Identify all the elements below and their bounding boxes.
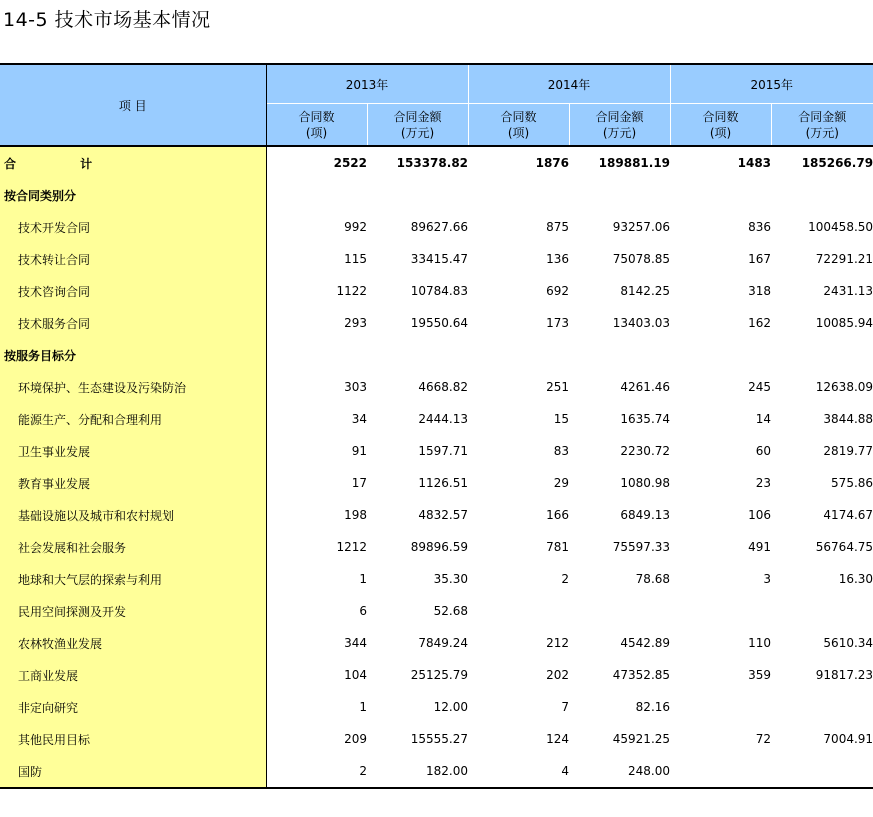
contract-count-cell: 836 (748, 220, 772, 234)
contract-amount-cell: 7849.24 (418, 636, 469, 650)
row-label: 非定向研究 (0, 691, 266, 723)
group-row (0, 339, 873, 371)
contract-amount-cell: 75078.85 (612, 252, 671, 266)
contract-count-cell: 1 (359, 572, 367, 586)
header-year-2015: 2015年 (670, 64, 873, 104)
contract-count-cell: 293 (344, 316, 367, 330)
contract-amount-cell: 45921.25 (612, 732, 671, 746)
contract-amount-cell: 78.68 (635, 572, 671, 586)
contract-amount-cell: 12.00 (433, 700, 469, 714)
table-row (0, 211, 873, 243)
contract-amount-cell: 4542.89 (620, 636, 671, 650)
contract-count-cell: 1212 (336, 540, 367, 554)
contract-count-cell: 34 (351, 412, 367, 426)
row-label: 按服务目标分 (0, 339, 266, 371)
header-year-2013: 2013年 (266, 64, 468, 104)
contract-amount-cell: 25125.79 (410, 668, 469, 682)
table-row (0, 723, 873, 755)
contract-count-cell: 91 (351, 444, 367, 458)
table-row (0, 755, 873, 788)
contract-count-cell: 173 (546, 316, 570, 330)
contract-amount-cell: 100458.50 (808, 220, 873, 234)
contract-count-cell (670, 179, 771, 211)
table-row (0, 627, 873, 659)
contract-count-cell (468, 339, 569, 371)
row-label: 其他民用目标 (0, 723, 266, 755)
table-row (0, 531, 873, 563)
row-label: 按合同类别分 (0, 179, 266, 211)
contract-amount-cell (367, 339, 468, 371)
contract-count-cell: 212 (546, 636, 570, 650)
header-contract-count: 合同数 (项) (670, 104, 771, 146)
table-row (0, 243, 873, 275)
row-label: 技术咨询合同 (0, 275, 266, 307)
contract-amount-cell (367, 179, 468, 211)
contract-count-cell: 992 (344, 220, 367, 234)
contract-count-cell: 491 (748, 540, 772, 554)
contract-amount-cell: 4668.82 (418, 380, 469, 394)
contract-amount-cell: 89896.59 (410, 540, 469, 554)
table-row (0, 467, 873, 499)
table-row (0, 499, 873, 531)
contract-count-cell: 1876 (535, 156, 570, 170)
contract-count-cell: 359 (748, 668, 772, 682)
contract-amount-cell: 3844.88 (823, 412, 873, 426)
contract-count-cell: 1122 (336, 284, 367, 298)
row-label: 地球和大气层的探索与利用 (0, 563, 266, 595)
contract-amount-cell: 575.86 (831, 476, 873, 490)
row-label: 技术转让合同 (0, 243, 266, 275)
row-label: 国防 (0, 755, 266, 788)
contract-amount-cell: 4261.46 (620, 380, 671, 394)
contract-amount-cell: 13403.03 (612, 316, 671, 330)
contract-count-cell: 202 (546, 668, 570, 682)
contract-count-cell: 1483 (737, 156, 772, 170)
contract-count-cell (266, 339, 367, 371)
contract-amount-cell: 72291.21 (815, 252, 873, 266)
row-label: 环境保护、生态建设及污染防治 (0, 371, 266, 403)
table-row (0, 371, 873, 403)
contract-count-cell: 344 (344, 636, 367, 650)
contract-count-cell: 318 (748, 284, 772, 298)
contract-amount-cell: 1080.98 (620, 476, 671, 490)
contract-amount-cell: 93257.06 (612, 220, 671, 234)
contract-count-cell: 104 (344, 668, 367, 682)
table-row (0, 595, 873, 627)
table-row (0, 435, 873, 467)
contract-count-cell (266, 179, 367, 211)
row-label: 卫生事业发展 (0, 435, 266, 467)
contract-count-cell: 23 (755, 476, 772, 490)
header-contract-count: 合同数 (项) (468, 104, 569, 146)
contract-count-cell (670, 339, 771, 371)
contract-count-cell: 209 (344, 732, 367, 746)
row-label: 技术开发合同 (0, 211, 266, 243)
table-row (0, 307, 873, 339)
contract-amount-cell: 12638.09 (815, 380, 873, 394)
contract-count-cell: 245 (748, 380, 772, 394)
contract-count-cell (468, 179, 569, 211)
row-label: 技术服务合同 (0, 307, 266, 339)
contract-count-cell: 124 (546, 732, 570, 746)
contract-count-cell: 167 (748, 252, 772, 266)
row-label: 教育事业发展 (0, 467, 266, 499)
group-row (0, 179, 873, 211)
header-contract-count: 合同数 (项) (266, 104, 367, 146)
contract-amount-cell: 2431.13 (823, 284, 873, 298)
contract-count-cell (468, 595, 569, 627)
row-label: 合 计 (0, 146, 266, 179)
contract-count-cell (670, 595, 771, 627)
contract-count-cell: 15 (553, 412, 570, 426)
contract-count-cell: 166 (546, 508, 570, 522)
contract-amount-cell: 4174.67 (823, 508, 873, 522)
contract-amount-cell (771, 595, 873, 627)
contract-amount-cell: 91817.23 (815, 668, 873, 682)
contract-count-cell: 303 (344, 380, 367, 394)
contract-amount-cell: 4832.57 (418, 508, 469, 522)
contract-count-cell: 2 (561, 572, 570, 586)
contract-amount-cell: 189881.19 (598, 156, 671, 170)
contract-amount-cell: 1597.71 (418, 444, 469, 458)
header-contract-amount: 合同金额 (万元) (367, 104, 468, 146)
contract-amount-cell (569, 179, 670, 211)
contract-amount-cell: 15555.27 (410, 732, 469, 746)
contract-amount-cell: 35.30 (433, 572, 469, 586)
contract-amount-cell: 16.30 (838, 572, 873, 586)
contract-count-cell: 875 (546, 220, 570, 234)
contract-count-cell (670, 755, 771, 788)
total-row (0, 146, 873, 179)
contract-amount-cell: 182.00 (367, 755, 468, 788)
contract-count-cell: 115 (344, 252, 367, 266)
contract-amount-cell: 89627.66 (410, 220, 469, 234)
contract-amount-cell (771, 179, 873, 211)
contract-amount-cell: 10085.94 (815, 316, 873, 330)
contract-count-cell: 60 (755, 444, 772, 458)
contract-count-cell: 136 (546, 252, 570, 266)
contract-count-cell: 72 (755, 732, 772, 746)
row-label: 民用空间探测及开发 (0, 595, 266, 627)
contract-amount-cell: 47352.85 (612, 668, 671, 682)
contract-amount-cell: 5610.34 (823, 636, 873, 650)
contract-amount-cell: 185266.79 (801, 156, 873, 170)
page-title: 14-5 技术市场基本情况 (3, 9, 211, 31)
table-body (0, 146, 873, 788)
contract-amount-cell: 8142.25 (620, 284, 671, 298)
contract-count-cell: 251 (546, 380, 570, 394)
contract-amount-cell: 6849.13 (620, 508, 671, 522)
contract-amount-cell (569, 595, 670, 627)
row-label: 社会发展和社会服务 (0, 531, 266, 563)
contract-amount-cell: 19550.64 (410, 316, 469, 330)
contract-amount-cell (771, 691, 873, 723)
contract-count-cell: 110 (748, 636, 772, 650)
header-year-2014: 2014年 (468, 64, 670, 104)
contract-count-cell: 4 (468, 755, 569, 788)
contract-amount-cell (771, 755, 873, 788)
table-row (0, 691, 873, 723)
row-label: 工商业发展 (0, 659, 266, 691)
contract-count-cell: 2 (266, 755, 367, 788)
header-contract-amount: 合同金额 (万元) (569, 104, 670, 146)
contract-amount-cell (569, 339, 670, 371)
contract-amount-cell: 2444.13 (418, 412, 469, 426)
row-label: 基础设施以及城市和农村规划 (0, 499, 266, 531)
contract-amount-cell: 82.16 (635, 700, 671, 714)
contract-count-cell: 692 (546, 284, 570, 298)
contract-amount-cell: 2230.72 (620, 444, 671, 458)
contract-amount-cell: 52.68 (433, 604, 469, 618)
contract-count-cell: 7 (561, 700, 570, 714)
contract-amount-cell: 1126.51 (418, 476, 469, 490)
row-label: 农林牧渔业发展 (0, 627, 266, 659)
contract-amount-cell: 33415.47 (410, 252, 469, 266)
contract-amount-cell: 153378.82 (396, 156, 469, 170)
contract-count-cell: 781 (546, 540, 570, 554)
contract-amount-cell: 7004.91 (823, 732, 873, 746)
row-label: 能源生产、分配和合理利用 (0, 403, 266, 435)
contract-count-cell (670, 691, 771, 723)
contract-count-cell: 1 (359, 700, 367, 714)
contract-amount-cell: 75597.33 (612, 540, 671, 554)
contract-amount-cell: 10784.83 (410, 284, 469, 298)
contract-amount-cell: 248.00 (569, 755, 670, 788)
contract-count-cell: 29 (553, 476, 570, 490)
contract-amount-cell: 1635.74 (620, 412, 671, 426)
contract-count-cell: 14 (755, 412, 772, 426)
contract-count-cell: 3 (763, 572, 772, 586)
contract-amount-cell: 56764.75 (815, 540, 873, 554)
header-contract-amount: 合同金额 (万元) (771, 104, 873, 146)
table-row (0, 563, 873, 595)
contract-amount-cell (771, 339, 873, 371)
contract-count-cell: 6 (359, 604, 367, 618)
technology-market-table (0, 63, 873, 789)
table-row (0, 659, 873, 691)
contract-count-cell: 106 (748, 508, 772, 522)
contract-count-cell: 17 (351, 476, 367, 490)
contract-count-cell: 162 (748, 316, 772, 330)
contract-amount-cell: 2819.77 (823, 444, 873, 458)
table-row (0, 275, 873, 307)
table-row (0, 403, 873, 435)
contract-count-cell: 83 (553, 444, 570, 458)
contract-count-cell: 198 (344, 508, 367, 522)
contract-count-cell: 2522 (333, 156, 367, 170)
header-item: 项 目 (0, 64, 266, 146)
